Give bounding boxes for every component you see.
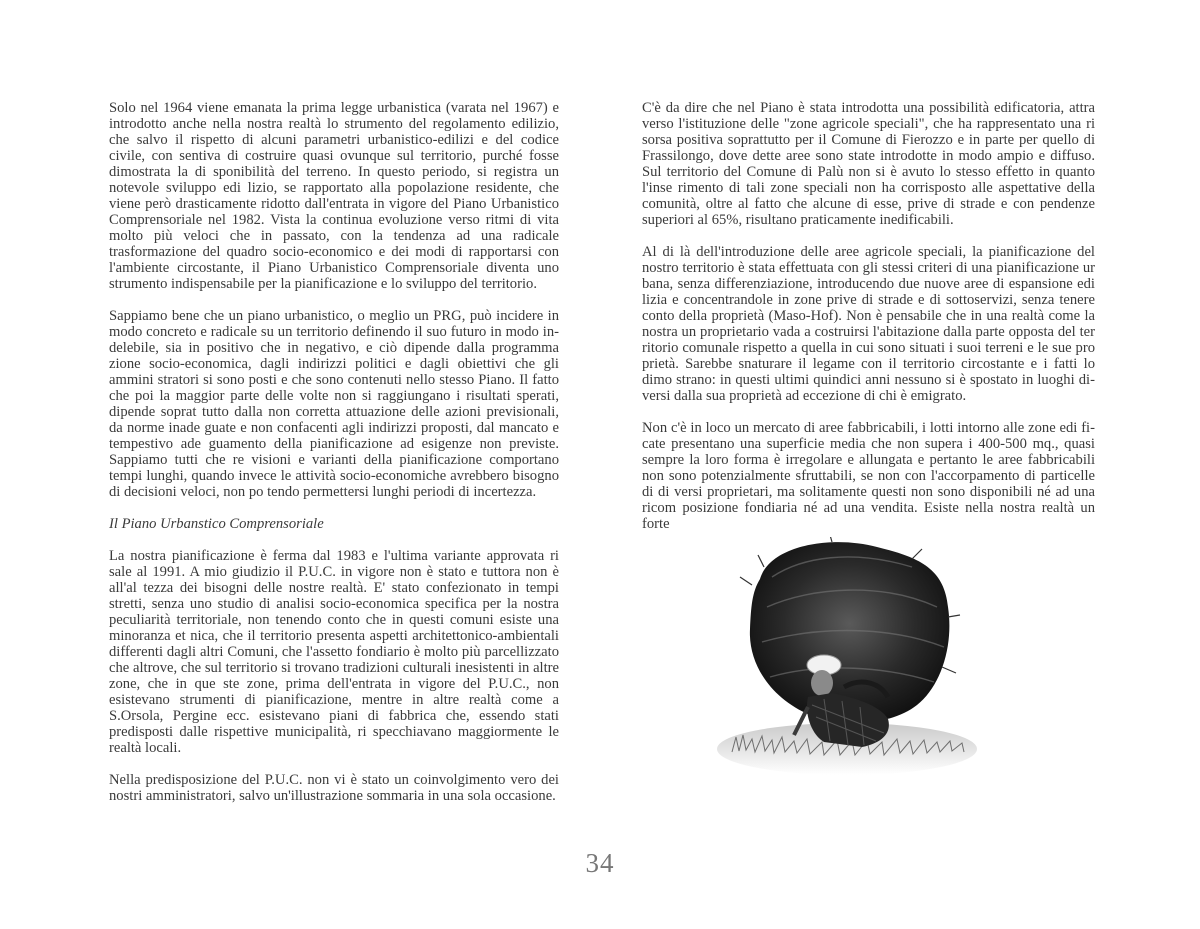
left-paragraph-2: Sappiamo bene che un piano urbanistico, o meglio un PRG, può incidere in modo concreto e radicale su un territorio definendo il suo futuro in modo indelebile, sia in positivo che in negativo, e ciò dipende dalla programma zione socio-economica, dagli indirizzi politici e dagli obiettivi che gli ammini stratori si sono posti e che sono contenuti nello stesso Piano. Il fatto che poi la maggior parte delle volte non si raggiungano i risultati sperati, dipende soprat tutto dalla non corretta attuazione delle azioni previsionali, da norme inade guate e non confacenti agli indirizzi proposti, dal mancato e tempestivo ade guamento della pianificazione ad esigenze non previste. Sappiamo tutti che re visioni e varianti della pianificazione comportano tempi lunghi, quando invece le attività socio-economiche avrebbero bisogno di decisioni veloci, non po tendo permettersi lunghi periodi di incertezza. xyxy=(109,308,559,500)
right-paragraph-3: Non c'è in loco un mercato di aree fabbricabili, i lotti intorno alle zone edi ficate presentano una superficie media che non supera i 400-500 mq., quasi sempre la loro forma è irregolare e allungata e pertanto le aree fabbricabili non sono potenzialmente sfruttabili, se non con l'accorpamento di particelle di di versi proprietari, ma solitamente questi non sono disponibili né ad una ricom posizione fondiaria né ad una vendita. Esiste nella nostra realtà un forte xyxy=(642,420,1095,532)
right-paragraph-1: C'è da dire che nel Piano è stata introdotta una possibilità edificatoria, attra verso l'istituzione delle "zone agricole speciali", che ha rappresentato una ri sorsa positiva soprattutto per il Comune di Fierozzo e in parte per quello di Frassilongo, dove dette aree sono state introdotte in modo ampio e diffuso. Sul territorio del Comune di Palù non si è avuto lo stesso effetto in quanto l'inse rimento di tali zone speciali non ha corrisposto alle aspettative della comunità, oltre al fatto che alcune di esse, prive di strade e con pendenze superiori al 65%, risultano praticamente inedificabili. xyxy=(642,100,1095,228)
left-paragraph-1: Solo nel 1964 viene emanata la prima legge urbanistica (varata nel 1967) e introdotto anche nella nostra realtà lo strumento del regolamento edilizio, che salvo il rispetto di alcuni parametri urbanistico-edilizi e del codice civile, con sentiva di costruire quasi ovunque sul territorio, purché fosse dimostrata la di sponibilità del terreno. In questo periodo, si registra un notevole sviluppo edi lizio, se rapportato alla popolazione residente, che viene però drasticamente ridotto dall'entrata in vigore del Piano Urbanistico Comprensoriale nel 1982. Vista la continua evoluzione verso ritmi di vita molto più veloci che in passato, con la tendenza ad una radicale trasformazione del quadro socio-economico e dei modi di rapportarsi con l'ambiente circostante, il Piano Urbanistico Comprensoriale diventa uno strumento indispensabile per la pianificazione e lo sviluppo del territorio. xyxy=(109,100,559,292)
page-number: 34 xyxy=(585,848,615,878)
section-title: Il Piano Urbanstico Comprensoriale xyxy=(109,516,324,532)
left-paragraph-4: Nella predisposizione del P.U.C. non vi è stato un coinvolgimento vero dei nostri amministratori, salvo un'illustrazione sommaria in una sola occasione. xyxy=(109,772,559,804)
hay-carrier-photo xyxy=(712,537,982,782)
right-column xyxy=(642,100,1095,548)
right-paragraph-2: Al di là dell'introduzione delle aree agricole speciali, la pianificazione del nostro territorio è stata effettuata con gli stessi criteri di una pianificazione ur bana, senza differenziazione, introducendo due nuove aree di espansione edi lizia e concentrandole in zone prive di strade e di sottoservizi, senza tenere conto della proprietà (Maso-Hof). Non è pensabile che in una realtà come la nostra un proprietario vada a costruirsi l'abitazione dalla parte opposta del ter ritorio comunale rispetto a quella in cui sono situati i suoi terreni e le sue pro prietà. Sarebbe snaturare il legame con il territorio circostante e i fatti lo dimo strano: in questi ultimi quindici anni nessuno si è spostato in luoghi diversi dalla sua proprietà ad eccezione di chi è emigrato. xyxy=(642,244,1095,404)
left-paragraph-3: La nostra pianificazione è ferma dal 1983 e l'ultima variante approvata ri sale al 1991. A mio giudizio il P.U.C. in vigore non è stato e tuttora non è all'al tezza dei bisogni delle nostre realtà. E' stato confezionato in tempi stretti, senza uno studio di analisi socio-economica specifica per la nostra peculiarità territoriale, non tenendo conto che in questi comuni esiste una minoranza et nica, che il territorio presenta aspetti architettonico-ambientali differenti dagli altri Comuni, che l'assetto fondiario è molto più parcellizzato che altrove, che sul territorio si trovano tradizioni culturali inesistenti in altre zone, che in que ste zone, prima dell'entrata in vigore del P.U.C., non esistevano strumenti di pianificazione, mentre in altre realtà come a S.Orsola, Pergine ecc. esistevano piani di fabbrica che, essendo stati predisposti dalle rispettive municipalità, ri specchiavano maggiormente le realtà locali. xyxy=(109,548,559,756)
left-column xyxy=(109,100,559,820)
